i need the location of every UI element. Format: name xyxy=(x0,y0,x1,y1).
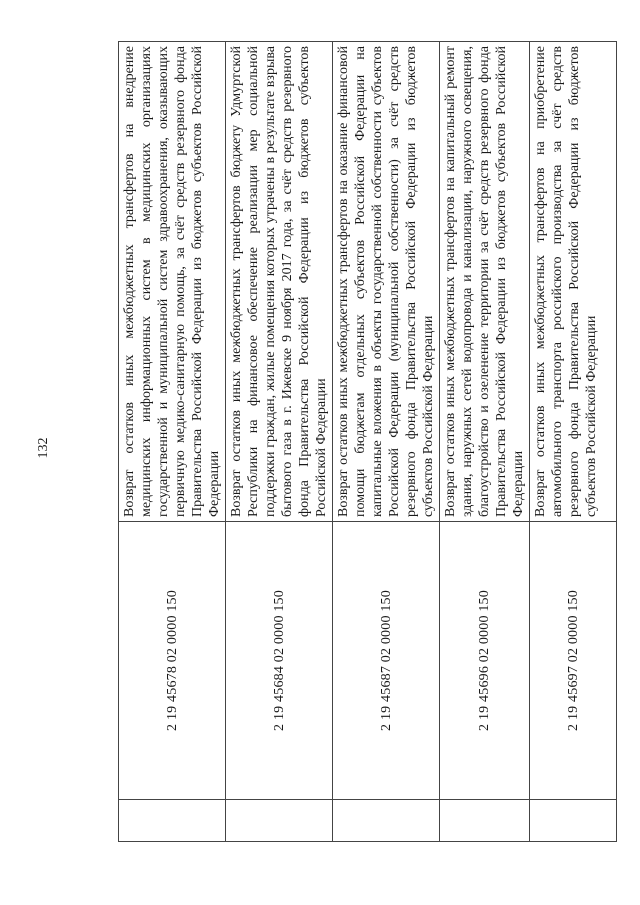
page-number: 132 xyxy=(36,437,51,459)
admin-code-cell xyxy=(226,800,333,842)
table-row xyxy=(119,42,226,842)
table-row xyxy=(530,42,617,842)
description-cell: Возврат остатков иных межбюджетных трансфертов на оказание финансовой помощи бюджетам отдельных субъектов Российской Федерации на капитальные вложения в объекты государственной собственности субъектов Российской Федерации (муниципальной собственности) за счёт средств резервного фонда Правительства Российской Федерации из бюджетов субъектов Российской Федерации xyxy=(333,42,440,522)
budget-code-cell: 2 19 45678 02 0000 150 xyxy=(119,522,226,800)
description-cell: Возврат остатков иных межбюджетных трансфертов на капитальный ремонт здания, наружных сетей водопровода и канализации, наружного освещения, благоустройство и озеленение территории за счёт средств резервного фонда Правительства Российской Федерации из бюджетов субъектов Российской Федерации xyxy=(440,42,530,522)
budget-code-cell: 2 19 45697 02 0000 150 xyxy=(530,522,617,800)
description-cell: Возврат остатков иных межбюджетных трансфертов на внедрение медицинских информационных систем в медицинских организациях государственной и муниципальной систем здравоохранения, оказывающих первичную медико-санитарную помощь, за счёт средств резервного фонда Правительства Российской Федерации из бюджетов субъектов Российской Федерации xyxy=(119,42,226,522)
budget-code-cell: 2 19 45684 02 0000 150 xyxy=(226,522,333,800)
table-wrapper xyxy=(118,42,599,842)
table-row xyxy=(226,42,333,842)
table-row xyxy=(333,42,440,842)
admin-code-cell xyxy=(530,800,617,842)
admin-code-cell xyxy=(440,800,530,842)
table-row xyxy=(440,42,530,842)
description-cell: Возврат остатков иных межбюджетных трансфертов на приобретение автомобильного транспорта российского производства за счёт средств резервного фонда Правительства Российской Федерации из бюджетов субъектов Российской Федерации xyxy=(530,42,617,522)
description-cell: Возврат остатков иных межбюджетных трансфертов бюджету Удмуртской Республики на финансовое обеспечение реализации мер социальной поддержки граждан, жилые помещения которых утрачены в результате взрыва бытового газа в г. Ижевске 9 ноября 2017 года, за счёт средств резервного фонда Правительства Российской Федерации из бюджетов субъектов Российской Федерации xyxy=(226,42,333,522)
budget-codes-table xyxy=(118,41,617,842)
admin-code-cell xyxy=(333,800,440,842)
budget-code-cell: 2 19 45696 02 0000 150 xyxy=(440,522,530,800)
admin-code-cell xyxy=(119,800,226,842)
budget-code-cell: 2 19 45687 02 0000 150 xyxy=(333,522,440,800)
